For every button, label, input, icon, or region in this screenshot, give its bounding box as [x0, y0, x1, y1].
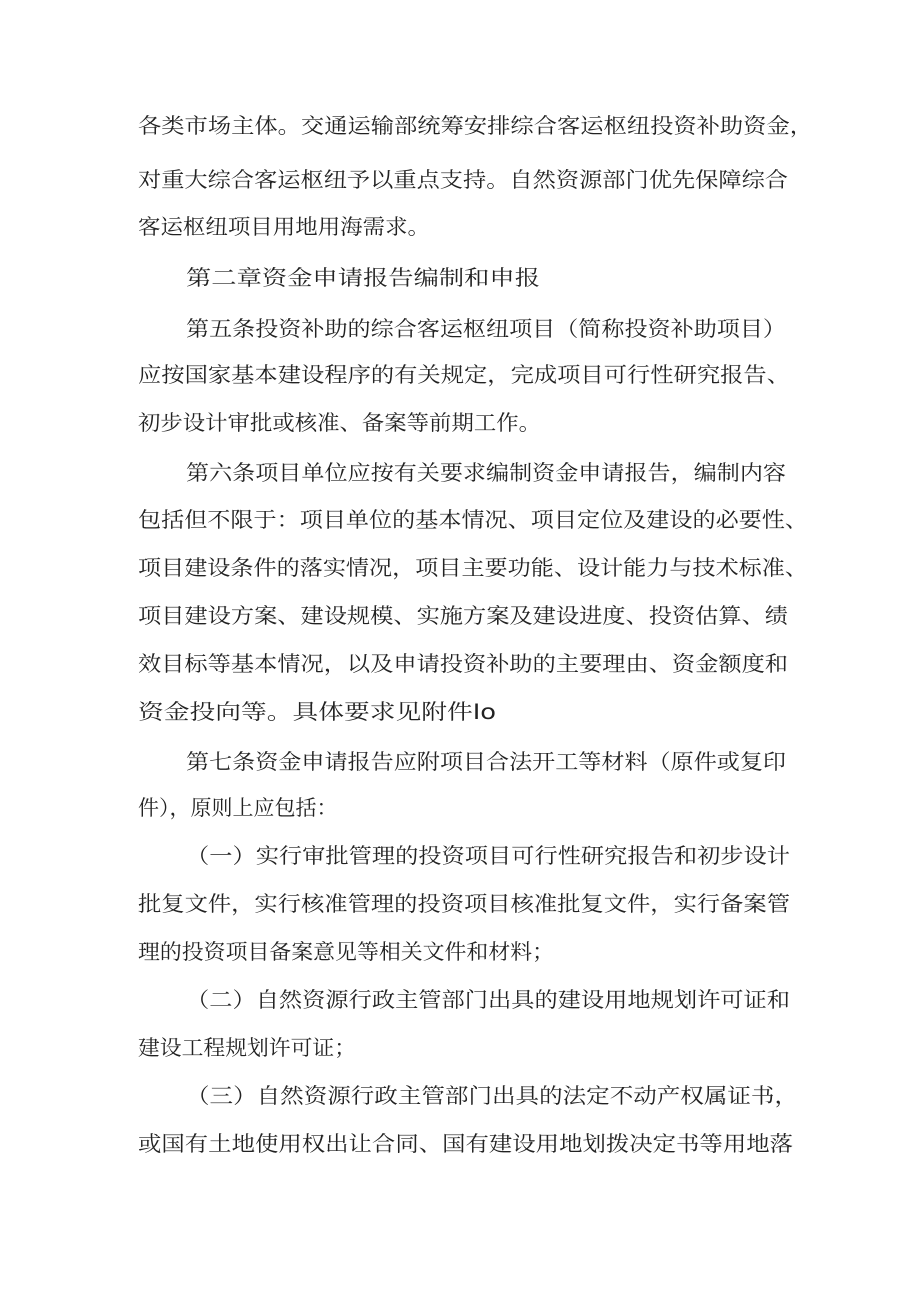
text-line: 第七条资金申请报告应附项目合法开工等材料（原件或复印 — [186, 750, 786, 774]
text-line: 初步设计审批或核准、备案等前期工作。 — [138, 411, 541, 435]
text-line: 包括但不限于：项目单位的基本情况、项目定位及建设的必要性、 — [138, 508, 808, 532]
list-item-text: （二）自然资源行政主管部门出具的建设用地规划许可证和 — [186, 988, 790, 1012]
list-item-text: （一）实行审批管理的投资项目可行性研究报告和初步设计 — [186, 844, 790, 868]
text-line: 建设工程规划许可证； — [138, 1036, 356, 1060]
text-line: 应按国家基本建设程序的有关规定，完成项目可行性研究报告、 — [138, 363, 790, 387]
text-line: 对重大综合客运枢纽予以重点支持。自然资源部门优先保障综合 — [138, 168, 788, 192]
text-line: 第五条投资补助的综合客运枢纽项目（简称投资补助项目） — [186, 317, 786, 341]
text-line: 批复文件，实行核准管理的投资项目核准批复文件，实行备案管 — [138, 892, 790, 916]
section-heading: 第二章资金申请报告编制和申报 — [186, 266, 540, 290]
text-line: 第六条项目单位应按有关要求编制资金申请报告，编制内容 — [186, 461, 786, 485]
text-line: 件），原则上应包括： — [138, 796, 338, 820]
text-line: 或国有土地使用权出让合同、国有建设用地划拨决定书等用地落 — [138, 1132, 793, 1156]
text-line: 项目建设方案、建设规模、实施方案及建设进度、投资估算、绩 — [138, 604, 788, 628]
text-line: 客运枢纽项目用地用海需求。 — [138, 215, 430, 239]
text-line: 项目建设条件的落实情况，项目主要功能、设计能力与技术标准、 — [138, 556, 808, 580]
text-line: 效目标等基本情况，以及申请投资补助的主要理由、资金额度和 — [138, 652, 788, 676]
text-line: 各类市场主体。交通运输部统筹安排综合客运枢纽投资补助资金， — [138, 114, 813, 138]
text-line: 理的投资项目备案意见等相关文件和材料； — [138, 940, 554, 964]
text-line: 资金投向等。具体要求见附件Io — [138, 700, 497, 724]
list-item-text: （三）自然资源行政主管部门出具的法定不动产权属证书， — [186, 1084, 798, 1108]
